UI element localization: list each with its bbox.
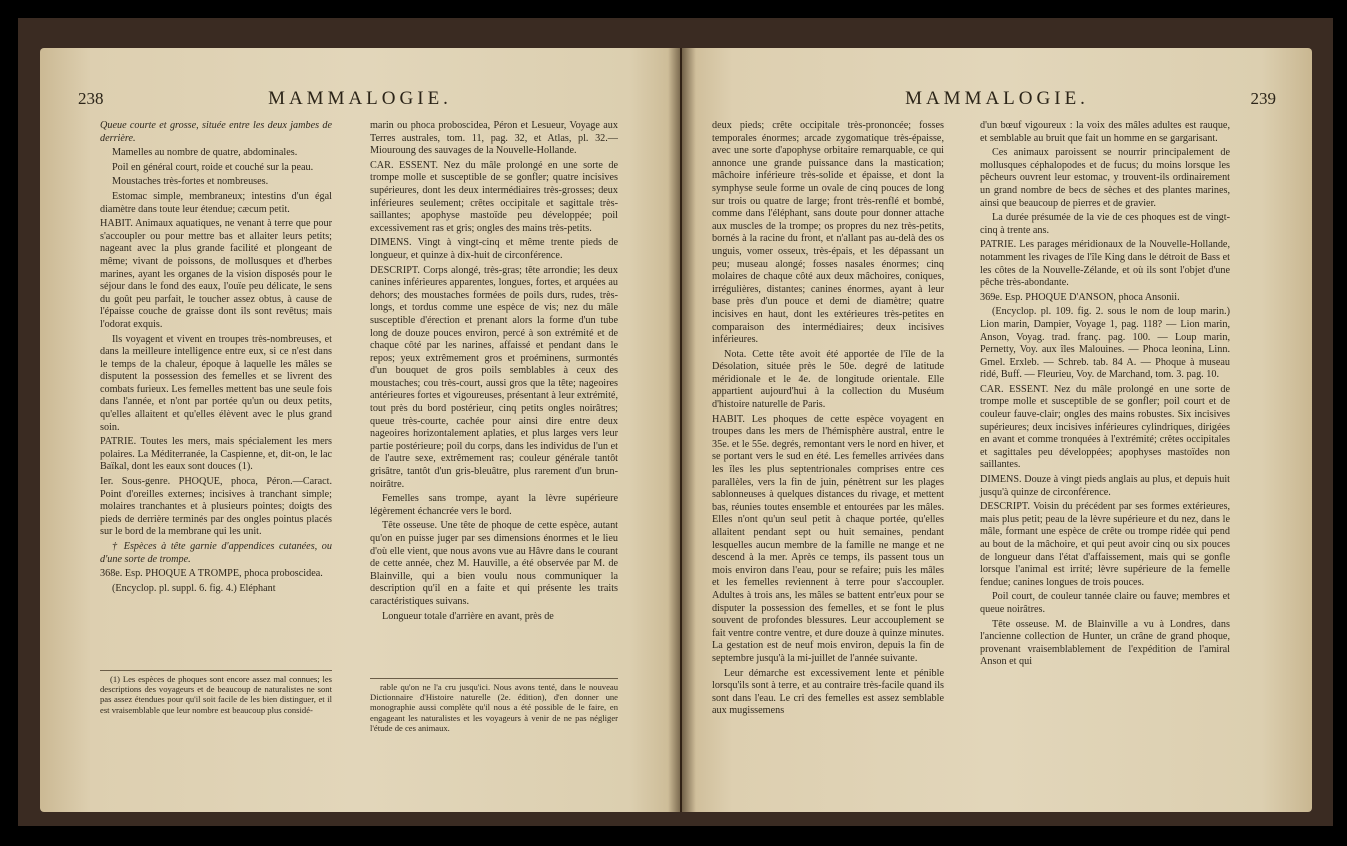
right-column-2 [980,120,1230,671]
paragraph: Ces animaux paroissent se nourrir principalement de mollusques céphalopodes et de fucus; du moins lorsque les pêcheurs ouvrent leur estomac, y trouvent-ils ordinairement un grand nombre de becs de sèches et des plantes marines, ainsi que beaucoup de pierres et de gravier. [980,147,1230,209]
open-book [18,18,1333,826]
paragraph: DIMENS. Douze à vingt pieds anglais au plus, et depuis huit jusqu'à quinze de circonférence. [980,474,1230,498]
paragraph: DIMENS. Vingt à vingt-cinq et même trente pieds de longueur, et quinze à dix-huit de circonférence. [370,237,618,261]
paragraph: Mamelles au nombre de quatre, abdominales. [112,147,298,159]
paragraph: Longueur totale d'arrière en avant, près de [382,610,554,622]
paragraph: (Encyclop. pl. suppl. 6. fig. 4.) Eléphant [112,582,276,594]
right-running-title: MAMMALOGIE. [905,88,1089,109]
left-page-header [40,88,680,112]
section-heading: † Espèces à tête garnie d'appendices cutanées, ou d'une sorte de trompe. [100,541,332,565]
paragraph: CAR. ESSENT. Nez du mâle prolongé en une sorte de trompe molle et susceptible de se gonfler; poil court et de couleur fauve-clair; ongles des mains robustes. Six incisives supérieures; deux incisives inférieures cylindriques, dirigées en avant et comme tronquées à l'extrémité; crêtes occipitales et sagittales peu développées; apophyses mastoïdes non saillantes. [980,383,1230,471]
left-column-2 [370,120,618,625]
paragraph: Poil en général court, roide et couché sur la peau. [112,161,314,173]
paragraph: La durée présumée de la vie de ces phoques est de vingt-cinq à trente ans. [980,212,1230,236]
paragraph: deux pieds; crête occipitale très-prononcée; fosses temporales énormes; arcade zygomatique très-épaisse, avec une sorte d'apophyse orbitaire remarquable, ce qui annonce une grande puissance dans la mastication; mâchoire inférieure très-solide et épaisse, et dont la symphyse seule forme un ovale de cinq pouces de long sur trois ou quatre de large; front très-renflé et bombé, comme dans l'éléphant, sans doute pour donner attache aux muscles de la trompe; os propres du nez très-petits, bornés à la racine du front, et n'allant pas au-delà des os unguis, vomer osseux, très-épais, et les dépassant un peu; museau alongé; fosses nasales énormes; cinq molaires de chaque côté aux deux mâchoires, coniques, irrégulières, distantes; canines énormes, ayant à leur base près d'un pouce et demi de diamètre; quatre incisives en haut, dont les extérieures très-petites en comparaison des intermédiaires; deux incisives inférieures. [712,120,944,346]
paragraph: PATRIE. Toutes les mers, mais spécialement les mers polaires. La Méditerranée, la Caspienne, et, dit-on, le lac Baïkal, dont les eaux sont douces (1). [100,436,332,473]
paragraph: Poil court, de couleur tannée claire ou fauve; membres et queue noirâtres. [980,591,1230,615]
paragraph: DESCRIPT. Voisin du précédent par ses formes extérieures, mais plus petit; peau de la lèvre supérieure et du nez, dans le mâle, formant une espèce de crête ou trompe ridée qui pend au bout de la mâchoire, et qui peut avoir cinq ou six pouces de longueur dans l'état d'affaissement, mais qui se gonfle lorsque l'animal est irrité; lèvre supérieure de la femelle fendue; canines longues de trois pouces. [980,501,1230,588]
paragraph: Leur démarche est excessivement lente et pénible lorsqu'ils sont à terre, et au contraire très-facile quand ils sont dans l'eau. Le cri des femelles est assez semblable aux mugissemens [712,667,944,717]
species-heading: 369e. Esp. PHOQUE D'ANSON, phoca Ansonii. [980,291,1180,303]
paragraph: Nota. Cette tête avoit été apportée de l'île de la Désolation, située près le 50e. degré de latitude méridionale et le 4e. de longitude orientale. Elle appartient aujourd'hui à la collection du Muséum d'histoire naturelle de Paris. [712,348,944,411]
paragraph: Queue courte et grosse, située entre les deux jambes de derrière. [100,120,332,144]
right-page-header [682,88,1312,112]
left-page [40,48,680,812]
footnote-text: rable qu'on ne l'a cru jusqu'ici. Nous avons tenté, dans le nouveau Dictionnaire d'Histoire naturelle (2e. édition), d'en donner une monographie aussi complète qu'il nous a été possible de le faire, en engageant les naturalistes et les voyageurs à venir de ne pas négliger l'étude de ces animaux. [370,682,618,733]
paragraph: Ils voyagent et vivent en troupes très-nombreuses, et dans la meilleure intelligence entre eux, si ce n'est dans le temps de la chaleur, époque à laquelle les mâles se disputent la possession des femelles et se livrent des combats furieux. Les femelles mettent bas une seule fois dans l'année, et n'ont par portée qu'un ou deux petits, qu'elles allaitent et qu'elles élèvent avec le plus grand soin. [100,333,332,433]
subgenus-heading: Ier. Sous-genre. PHOQUE, phoca, Péron.—Caract. Point d'oreilles externes; incisives à tranchant simple; molaires tranchantes et à plusieurs pointes; doigts des pieds de derrière terminés par des ongles pointus placés sur le bord de la membrane qui les unit. [100,476,332,538]
paragraph: PATRIE. Les parages méridionaux de la Nouvelle-Hollande, notamment les rivages de l'île King dans le détroit de Bass et les côtes de la Nouvelle-Zélande, et où ils sont l'objet d'une pêche très-abondante. [980,239,1230,289]
footnote-continued [370,678,618,733]
paragraph: HABIT. Les phoques de cette espèce voyagent en troupes dans les mers de l'hémisphère austral, entre le 35e. et le 55e. degrés, remontant vers le nord en hiver, et se portant vers le sud en été. Les femelles arrivées dans les îles les plus septentrionales comprises entre ces parallèles, vers la fin de juin, pénètrent sur les plages sablonneuses à quelques distances du rivage, et mettent bas, réunies toutes ensemble et entourées par les mâles. Elles n'ont qu'un seul petit à chaque portée, qu'elles allaitent pendant sept ou huit semaines, pendant lesquelles aucun membre de la famille ne mange et ne descend à la mer. Après ce temps, ils passent tous un mois environ dans l'eau, pour se refaire; puis les mâles et les femelles reviennent à terre pour s'accoupler. Adultes à trois ans, les mâles se battent entr'eux pour se disputer la possession des femelles, et se font le plus souvent de profondes blessures. Leur accouplement se fait ventre contre ventre, et dure douze à quinze minutes. La gestation est de neuf mois environ, depuis la fin de septembre jusqu'à la mi-juillet de l'année suivante. [712,413,944,664]
left-column-1 [100,120,332,597]
paragraph: CAR. ESSENT. Nez du mâle prolongé en une sorte de trompe molle et susceptible de se gonfler; quatre incisives supérieures, dont les deux intermédiaires très-grosses; deux inférieures seulement; crêtes occipitale et sagittale très-saillantes; apophyse mastoïde peu développée; poil excessivement ras et gris; ongles des mains très-petits. [370,159,618,234]
paragraph: Moustaches très-fortes et nombreuses. [112,176,269,188]
paragraph: Estomac simple, membraneux; intestins d'un égal diamètre dans toute leur étendue; cæcum petit. [100,190,332,215]
paragraph: Tête osseuse. Une tête de phoque de cette espèce, autant qu'on en puisse juger par ses dimensions énormes et le lieu d'où elle vient, que nous avons vue au Hâvre dans le courant de cette année, chez M. Hauville, a été observée par M. de Blainville, qui a bien voulu nous communiquer la description qu'il en a faite et qui présente les traits caractéristiques suivans. [370,520,618,607]
paragraph: DESCRIPT. Corps alongé, très-gras; tête arrondie; les deux canines inférieures apparentes, longues, fortes, et arquées au dehors; des moustaches formées de poils durs, rudes, très-longs, et tordus comme une espèce de vis; nez du mâle susceptible d'érection et prenant alors la forme d'un tube long de douze pouces environ, percé à son extrémité et de chaque côté par les narines, affaissé et pendant dans le repos; yeux extrêmement gros et proéminens, surmontés d'un bouquet de gros poils semblables à ceux des moustaches; cou très-court, aussi gros que la tête; nageoires antérieures fortes et vigoureuses, présentant à leur extrémité, tout près du bord postérieur, cinq petits ongles noirâtres; queue très-courte, cachée pour ainsi dire entre deux nageoires horizontalement aplaties, et plus larges vers leur partie postérieure; poil du corps, dans les individus de l'un et de l'autre sexe, extrêmement ras; couleur générale tantôt grisâtre, tantôt d'un gris-bleuâtre, plus rarement d'un brun-noirâtre. [370,264,618,490]
footnote [100,670,332,715]
paragraph: d'un bœuf vigoureux : la voix des mâles adultes est rauque, et semblable au bruit que fait un homme en se gargarisant. [980,120,1230,144]
left-running-title: MAMMALOGIE. [268,88,452,109]
paragraph: HABIT. Animaux aquatiques, ne venant à terre que pour s'accoupler ou pour mettre bas et allaiter leurs petits; nageant avec la plus grande facilité et plongeant de même; vivant de poissons, de mollusques et d'herbes marines, ayant les organes de la vision disposés pour le séjour dans le fond des eaux, l'ouïe peu délicate, le sens du goût peu parfait, le toucher assez obtus, à cause de l'épaisse couche de graisse dont ils sont revêtus; mais l'odorat exquis. [100,218,332,330]
paragraph: Femelles sans trompe, ayant la lèvre supérieure légèrement échancrée vers le bord. [370,493,618,517]
species-heading: 368e. Esp. PHOQUE A TROMPE, phoca proboscidea. [100,568,323,580]
right-page [682,48,1312,812]
right-page-number: 239 [1250,89,1276,108]
footnote-text: (1) Les espèces de phoques sont encore assez mal connues; les descriptions des voyageurs et de beaucoup de naturalistes ne sont pas assez étendues pour qu'il soit facile de les bien distinguer, et il est vraisemblable que leur nombre est beaucoup plus considé- [100,674,332,715]
right-column-1 [712,120,944,720]
paragraph: (Encyclop. pl. 109. fig. 2. sous le nom de loup marin.) Lion marin, Dampier, Voyage 1, pag. 118? — Lion marin, Anson, Voyag. trad. franç. pag. 100. — Loup marin, Pernetty, Voy. aux îles Malouines. — Phoca leonina, Linn. Gmel. Erxleb. — Schreb. tab. 84 A. — Phoque à museau ridé, Buff. — Fleurieu, Voy. de Marchand, tom. 3. pag. 10. [980,306,1230,381]
paragraph: marin ou phoca proboscidea, Péron et Lesueur, Voyage aux Terres australes, tom. 11, pag. 32, et Atlas, pl. 32.—Miouroung des sauvages de la Nouvelle-Hollande. [370,120,618,157]
book-gutter [668,48,696,812]
left-page-number: 238 [78,89,104,108]
paragraph: Tête osseuse. M. de Blainville a vu à Londres, dans l'ancienne collection de Hunter, un crâne de grand phoque, provenant vraisemblablement de l'expédition de l'amiral Anson et qui [980,618,1230,668]
